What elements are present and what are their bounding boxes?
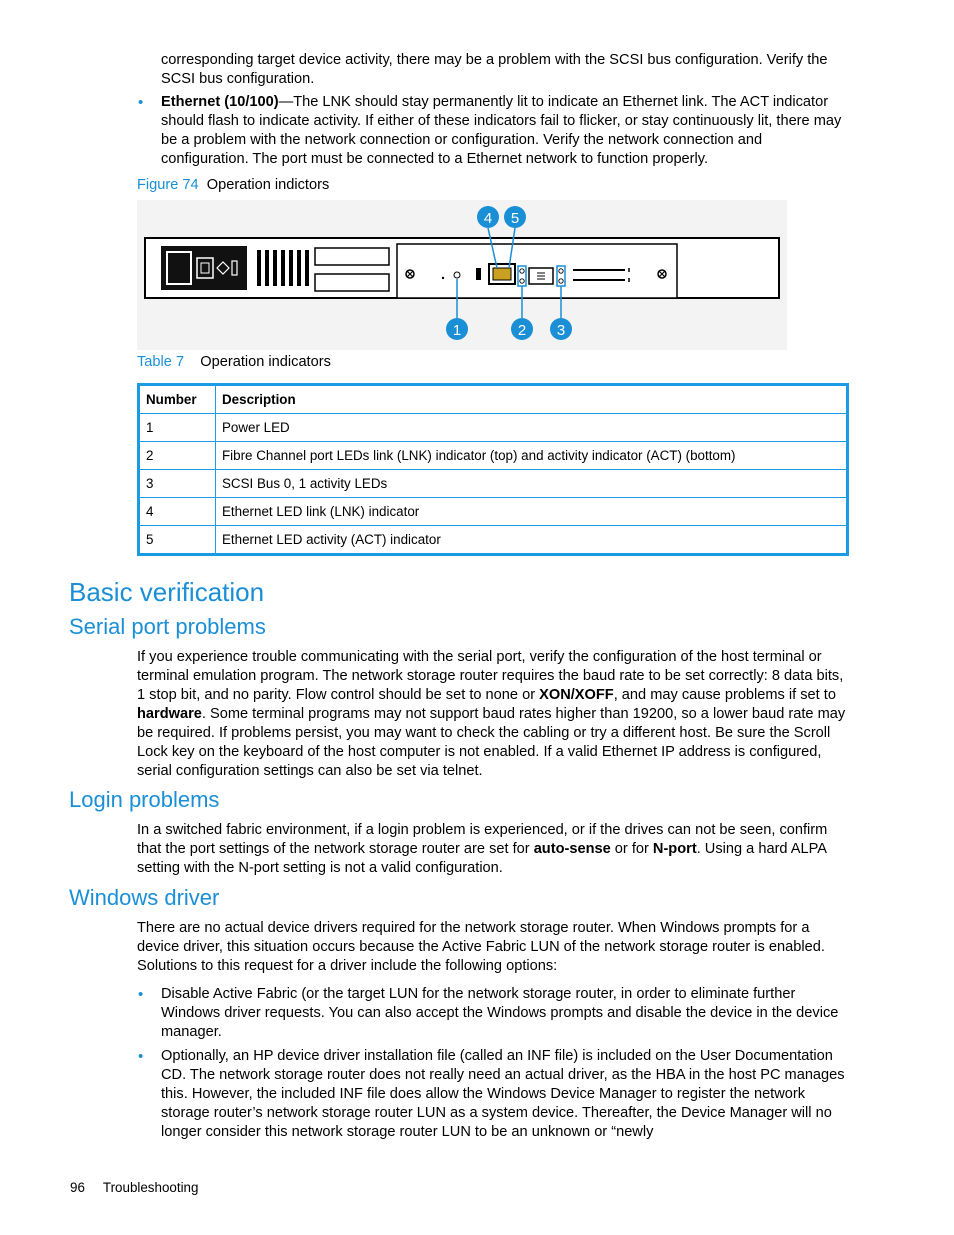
callout-1 (446, 318, 468, 340)
serial-bold-xon: XON/XOFF (539, 687, 614, 703)
login-heading: Login problems (69, 787, 220, 812)
table-row (139, 414, 848, 442)
cell-number: 5 (139, 526, 216, 555)
login-text-3: . Using a hard ALPA setting with the N-port setting is not a valid configuration. (137, 841, 827, 876)
figure-caption (137, 177, 329, 193)
cell-description: Ethernet LED activity (ACT) indicator (216, 526, 848, 555)
windows-intro: There are no actual device drivers required for the network storage router. When Windows prompts for a device driver, this situation occurs because the Active Fabric LUN of the network storage router is enabled. Solutions to this request for a driver include the following options: (137, 920, 825, 974)
footer-section: Troubleshooting (102, 1180, 199, 1195)
svg-text:2: 2 (517, 322, 527, 339)
windows-bullet: • Disable Active Fabric (or the target LUN for the network storage router, in order to eliminate further Windows driver requests. You can also accept the Windows prompts and disable the device in the device manager. (161, 985, 849, 1042)
ethernet-text: —The LNK should stay permanently lit to indicate an Ethernet link. The ACT indicator should flash to indicate activity. If either of these indicators fail to flicker, or stay continuously lit, there may be a problem with the network connection or configuration. Verify the network connection and configuration. The port must be connected to a Ethernet network to function properly. (161, 94, 842, 167)
login-paragraph (137, 821, 849, 878)
windows-heading: Windows driver (69, 885, 220, 910)
callout-5 (504, 206, 526, 228)
cell-number: 2 (139, 442, 216, 470)
callout-2 (511, 318, 533, 340)
fc-port-icon (476, 268, 481, 280)
serial-paragraph (137, 648, 849, 781)
cell-description: Power LED (216, 414, 848, 442)
continuation-paragraph: corresponding target device activity, there may be a problem with the SCSI bus configuration. Verify the SCSI bus configuration. (161, 52, 828, 87)
ethernet-term: Ethernet (10/100) (161, 94, 279, 110)
serial-text-2: , and may cause problems if set to (613, 687, 836, 703)
fc-led-pair-icon (518, 266, 526, 286)
windows-bullet-list (161, 985, 849, 1142)
ethernet-bullet (161, 93, 851, 169)
header-number: Number (139, 385, 216, 414)
header-description: Description (216, 385, 848, 414)
figure-title: Operation indictors (206, 177, 330, 193)
operation-indicators-figure (137, 200, 787, 350)
table-row (139, 498, 848, 526)
serial-port-icon (529, 268, 553, 284)
table-title: Operation indicators (200, 354, 331, 370)
bay-upper (315, 248, 389, 265)
table-row (139, 526, 848, 555)
cell-number: 3 (139, 470, 216, 498)
svg-text:5: 5 (510, 210, 520, 227)
table-header-row (139, 385, 848, 414)
windows-bullet: • Optionally, an HP device driver installation file (called an INF file) is included on the User Documentation CD. The network storage router does not really need an actual driver, as the HBA in the host PC manages this. However, the included INF file does allow the Windows Device Manager to register the network storage router’s network storage router LUN as a system device. Thereafter, the Device Manager will no longer consider this network storage router LUN to be an unknown or “newly (161, 1047, 849, 1142)
section-title: Basic verification (69, 577, 265, 607)
cell-number: 4 (139, 498, 216, 526)
svg-text:4: 4 (483, 210, 493, 227)
operation-indicators-table (137, 383, 849, 556)
ethernet-bullet-list (161, 93, 851, 169)
scsi-led-pair-icon (557, 266, 565, 286)
login-text-2: or for (610, 841, 653, 857)
figure-label: Figure 74 (137, 177, 199, 193)
table-label: Table 7 (137, 354, 185, 370)
serial-text-3: . Some terminal programs may not support baud rates higher than 19200, so a lower baud rate may be required. If problems persist, you may want to check the cabling or try a different host. Be sure the Scroll Lock key on the keyboard of the host computer is not enabled. If a valid Ethernet IP address is configured, serial configuration settings can also be set via telnet. (137, 706, 846, 779)
serial-text-1: If you experience trouble communicating with the serial port, verify the configuration of the host terminal or terminal emulation program. The network storage router requires the baud rate to be set correctly: 8 data bits, 1 stop bit, and no parity. Flow control should be set to none or (137, 649, 844, 703)
cell-description: SCSI Bus 0, 1 activity LEDs (216, 470, 848, 498)
cell-description: Ethernet LED link (LNK) indicator (216, 498, 848, 526)
table-row (139, 442, 848, 470)
login-bold-nport: N-port (652, 841, 697, 857)
login-text-1: In a switched fabric environment, if a login problem is experienced, or if the drives can not be seen, confirm that the port settings of the network storage router are set for (137, 822, 828, 857)
cell-number: 1 (139, 414, 216, 442)
svg-text:1: 1 (452, 322, 462, 339)
cell-description: Fibre Channel port LEDs link (LNK) indicator (top) and activity indicator (ACT) (bottom) (216, 442, 848, 470)
table-row (139, 470, 848, 498)
callout-3 (550, 318, 572, 340)
table-caption (137, 354, 331, 370)
page-footer (70, 1180, 198, 1195)
bay-lower (315, 274, 389, 291)
serial-heading: Serial port problems (69, 614, 266, 639)
callout-4 (477, 206, 499, 228)
serial-bold-hardware: hardware (137, 706, 202, 722)
svg-text:3: 3 (556, 322, 566, 339)
login-bold-autosense: auto-sense (533, 841, 611, 857)
page-number: 96 (70, 1180, 85, 1195)
